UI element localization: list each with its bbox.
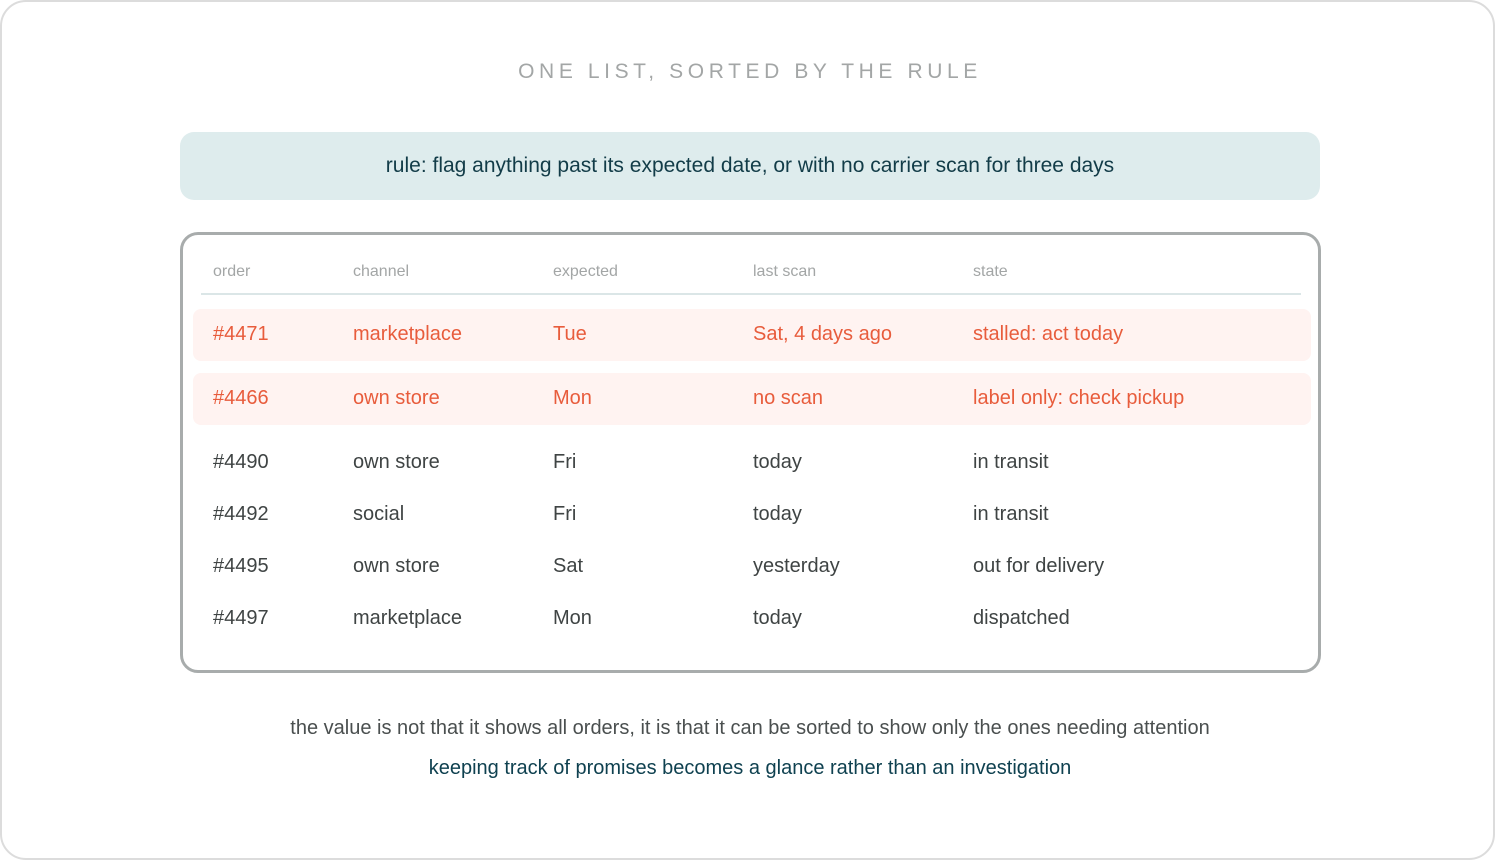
cell-order: #4492 [213,503,269,525]
header-expected: expected [553,263,618,280]
cell-state: stalled: act today [973,323,1124,345]
header-state: state [973,263,1008,280]
cell-expected: Fri [553,503,577,525]
cell-expected: Mon [553,387,592,409]
cell-last-scan: today [753,607,802,629]
footer-takeaway: keeping track of promises becomes a glance rather than an investigation [428,757,1072,779]
cell-last-scan: no scan [753,387,824,409]
cell-order: #4471 [213,323,269,345]
table-row [193,593,1311,645]
cell-channel: social [353,503,405,525]
header-channel: channel [353,263,410,280]
orders-table [180,232,1321,673]
table-header-row [183,263,1318,287]
header-divider [201,293,1301,295]
cell-order: #4495 [213,555,269,577]
table-row-flagged [193,309,1311,361]
cell-expected: Sat [553,555,584,577]
cell-last-scan: today [753,451,802,473]
cell-last-scan: today [753,503,802,525]
cell-expected: Fri [553,451,577,473]
footer-caption: the value is not that it shows all orders, it is that it can be sorted to show only the ones needing attention [290,717,1210,739]
cell-channel: own store [353,451,440,473]
cell-expected: Tue [553,323,587,345]
cell-state: in transit [973,503,1049,525]
header-order: order [213,263,251,280]
cell-channel: marketplace [353,323,462,345]
cell-state: in transit [973,451,1049,473]
cell-expected: Mon [553,607,592,629]
cell-state: label only: check pickup [973,387,1185,409]
slide-title: ONE LIST, SORTED BY THE RULE [518,60,982,83]
cell-order: #4497 [213,607,269,629]
cell-last-scan: Sat, 4 days ago [753,323,892,345]
table-row-flagged [193,373,1311,425]
cell-channel: own store [353,387,440,409]
rule-text: rule: flag anything past its expected date, or with no carrier scan for three days [385,154,1115,177]
cell-order: #4490 [213,451,269,473]
rule-banner [180,132,1320,200]
cell-channel: own store [353,555,440,577]
cell-state: dispatched [973,607,1070,629]
table-row [193,489,1311,541]
table-row [193,541,1311,593]
cell-order: #4466 [213,387,269,409]
cell-last-scan: yesterday [753,555,840,577]
table-row [193,437,1311,489]
header-last-scan: last scan [753,263,817,280]
cell-state: out for delivery [973,555,1105,577]
cell-channel: marketplace [353,607,462,629]
